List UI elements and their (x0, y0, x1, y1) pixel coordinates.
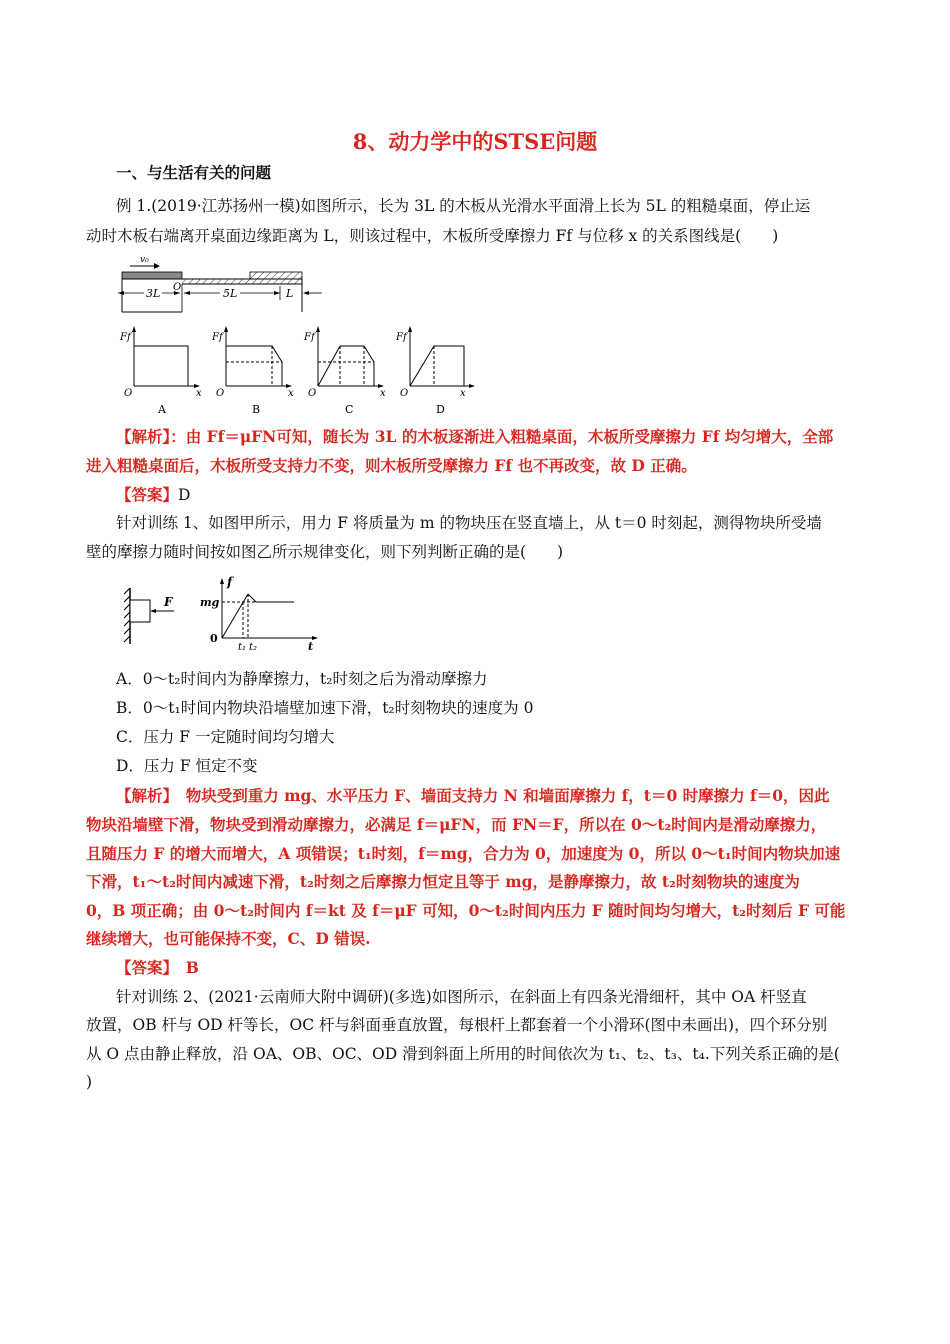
analysis-text: 0，B 项正确；由 0～t₂时间内 f＝kt 及 f＝μF 可知，0～t₂时间内压力 F 随时间均匀增大，t₂时刻后 F 可能 (86, 901, 846, 920)
training-text: 放置，OB 杆与 OD 杆等长，OC 杆与斜面垂直放置，每根杆上都套着一个小滑环(图中未画出)，四个环分别 (86, 1016, 828, 1034)
analysis-text: 【解析】：由 Ff＝μFN可知，随长为 3L 的木板逐渐进入粗糙桌面，木板所受摩擦力 Ff 均匀增大，全部 (116, 427, 834, 446)
graph-b-letter: B (252, 403, 261, 416)
t-axis-label: t (308, 640, 314, 653)
graph-a-origin: O (124, 388, 133, 399)
graph-c-letter: C (345, 403, 354, 416)
graph-b-xlabel: x (288, 388, 294, 399)
option-d: D．压力 F 恒定不变 (116, 757, 258, 775)
graph-d-letter: D (436, 403, 445, 416)
training-text: 针对训练 1、如图甲所示，用力 F 将质量为 m 的物块压在竖直墙上，从 t＝0 时刻起，测得物块所受墙 (116, 514, 822, 532)
graph-a-letter: A (158, 403, 166, 416)
v0-label: v₀ (140, 255, 149, 265)
len-L: L (286, 287, 294, 300)
analysis-text: 【解析】 物块受到重力 mg、水平压力 F、墙面支持力 N 和墙面摩擦力 f，t＝0 时摩擦力 f＝0，因此 (116, 786, 830, 805)
answer-label: 【答案】 (116, 958, 171, 977)
f-t-graph (198, 574, 324, 654)
option-a: A．0～t₂时间内为静摩擦力，t₂时刻之后为滑动摩擦力 (116, 670, 488, 688)
graph-b (211, 326, 294, 416)
training-text: ) (86, 1073, 93, 1091)
rough-table-surface (182, 279, 302, 284)
answer-value: D (178, 486, 191, 504)
example-text: 动时木板右端离开桌面边缘距离为 L，则该过程中，木板所受摩擦力 Ff 与位移 x 的关系图线是( ) (86, 227, 779, 245)
page-title: 8、动力学中的STSE问题 (352, 129, 598, 154)
ff-x-graphs (116, 322, 476, 418)
answer-line (116, 485, 866, 505)
answer-value: B (170, 958, 199, 977)
training-text: 壁的摩擦力随时间按如图乙所示规律变化，则下列判断正确的是( ) (86, 543, 564, 561)
t1-label: t₁ (238, 642, 247, 653)
graph-a-ylabel: Ff (120, 332, 131, 343)
graph-a-xlabel: x (196, 388, 202, 399)
training-text: 针对训练 2、(2021·云南师大附中调研)(多选)如图所示，在斜面上有四条光滑细杆，其中 OA 杆竖直 (116, 988, 807, 1006)
len-5L: 5L (223, 287, 238, 300)
analysis-text: 进入粗糙桌面后，木板所受支持力不变，则木板所受摩擦力 Ff 也不再改变，故 D 正确。 (86, 456, 697, 475)
block (130, 600, 150, 622)
graph-a (119, 326, 202, 416)
f-axis-label: f (227, 575, 233, 589)
origin-zero: 0 (210, 632, 218, 645)
wall-block-diagram (120, 582, 190, 648)
option-b: B．0～t₁时间内物块沿墙壁加速下滑，t₂时刻物块的速度为 0 (116, 699, 534, 717)
graph-d-xlabel: x (460, 388, 466, 399)
board-right (250, 272, 302, 279)
analysis-text: 继续增大，也可能保持不变，C、D 错误. (86, 929, 371, 948)
graph-d (395, 326, 475, 416)
origin-O: O (173, 282, 182, 293)
example-text: 例 1.(2019·江苏扬州一模)如图所示，长为 3L 的木板从光滑水平面滑上长为 5L 的粗糙桌面，停止运 (116, 197, 811, 215)
section-heading: 一、与生活有关的问题 (116, 163, 272, 182)
board-left (122, 272, 182, 279)
answer-line (116, 958, 866, 978)
graph-c-origin: O (308, 388, 317, 399)
answer-label: 【答案】 (116, 485, 179, 504)
force-F-label: F (164, 595, 173, 609)
graph-c-ylabel: Ff (304, 332, 315, 343)
graph-b-origin: O (216, 388, 225, 399)
t2-label: t₂ (249, 642, 258, 653)
graph-c-xlabel: x (380, 388, 386, 399)
analysis-text: 下滑，t₁～t₂时间内减速下滑，t₂时刻之后摩擦力恒定且等于 mg，是静摩擦力，故 t₂时刻物块的速度为 (86, 872, 800, 891)
graph-d-origin: O (400, 388, 409, 399)
mg-label: mg (200, 596, 220, 609)
option-c: C．压力 F 一定随时间均匀增大 (116, 728, 335, 746)
training-text: 从 O 点由静止释放，沿 OA、OB、OC、OD 滑到斜面上所用的时间依次为 t₁、t₂、t₃、t₄.下列关系正确的是( (86, 1045, 840, 1063)
analysis-text: 物块沿墙壁下滑，物块受到滑动摩擦力，必满足 f＝μFN，而 FN＝F，所以在 0～t₂时间内是滑动摩擦力， (86, 815, 827, 834)
analysis-text: 且随压力 F 的增大而增大，A 项错误；t₁时刻，f＝mg，合力为 0，加速度为 0，所以 0～t₁时间内物块加速 (86, 844, 841, 863)
graph-b-ylabel: Ff (212, 332, 223, 343)
board-table-diagram (116, 250, 326, 314)
graph-c (303, 326, 386, 416)
graph-d-ylabel: Ff (396, 332, 407, 343)
len-3L: 3L (146, 287, 161, 300)
